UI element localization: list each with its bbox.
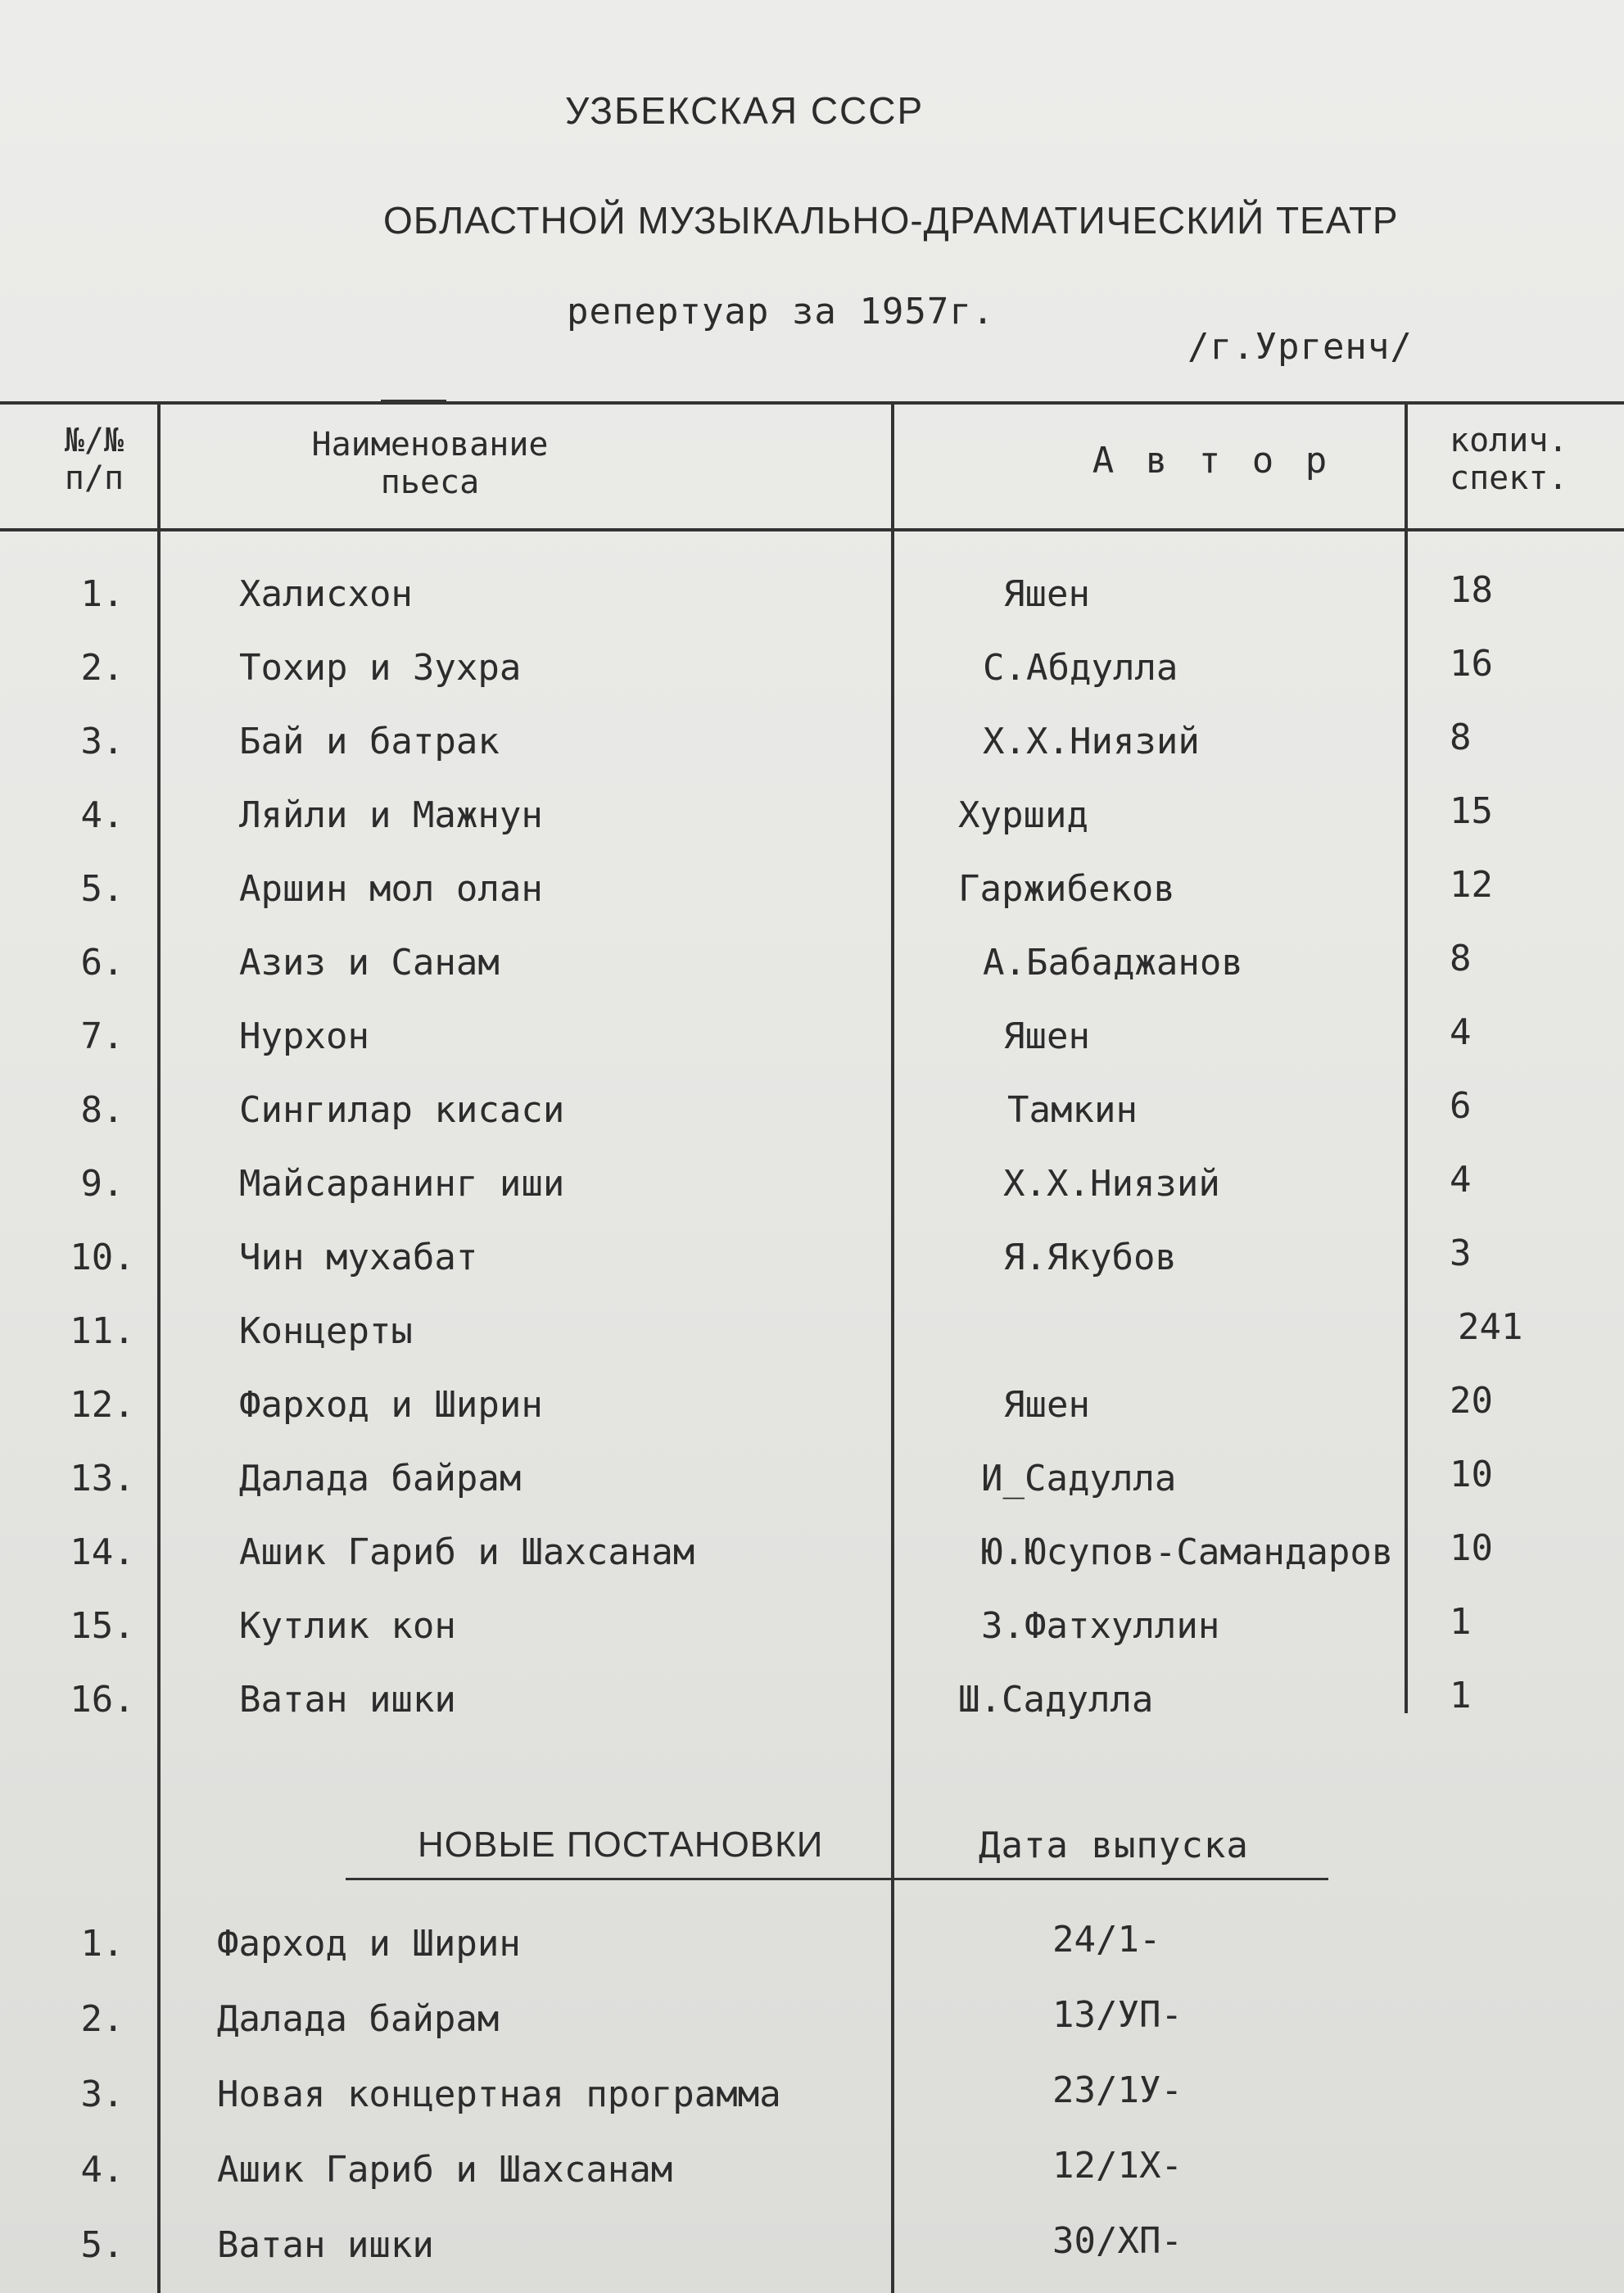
city-label: /г.Ургенч/ xyxy=(1187,326,1413,368)
row-count: 10 xyxy=(1450,1454,1493,1495)
row-play: Ляйли и Мажнун xyxy=(239,794,543,836)
header-underline-short xyxy=(381,400,446,404)
row-number: 6. xyxy=(80,942,124,984)
theatre-title: ОБЛАСТНОЙ МУЗЫКАЛЬНО-ДРАМАТИЧЕСКИЙ ТЕАТР xyxy=(383,199,1399,242)
row-play: Нурхон xyxy=(239,1015,369,1057)
new-row-play: Ватан ишки xyxy=(217,2224,434,2266)
column-header-number-text: №/№ п/п xyxy=(64,422,124,497)
table-top-rule xyxy=(0,401,1624,405)
row-author: Яшен xyxy=(1003,573,1090,615)
row-number: 16. xyxy=(70,1679,135,1721)
header-bottom-rule xyxy=(0,528,1624,531)
row-count: 15 xyxy=(1450,790,1493,832)
row-author: И_Садулла xyxy=(981,1458,1177,1499)
row-author: Яшен xyxy=(1003,1384,1090,1426)
row-author: Ю.Юсупов-Самандаров xyxy=(981,1531,1394,1573)
repertoire-title: репертуар за 1957г. xyxy=(567,291,995,332)
row-count: 241 xyxy=(1458,1306,1523,1348)
column-header-play xyxy=(246,426,614,501)
row-play: Ватан ишки xyxy=(239,1679,456,1721)
new-productions-heading: НОВЫЕ ПОСТАНОВКИ xyxy=(418,1825,824,1865)
new-productions-rule xyxy=(346,1878,1328,1880)
row-number: 3. xyxy=(80,721,124,762)
row-count: 12 xyxy=(1450,864,1493,906)
row-author: Я.Якубов xyxy=(1003,1237,1177,1278)
column-header-author xyxy=(1016,442,1409,480)
column-divider-3 xyxy=(1405,403,1408,1713)
row-count: 8 xyxy=(1450,938,1472,979)
row-number: 5. xyxy=(80,868,124,910)
new-row-play: Новая концертная программа xyxy=(217,2074,781,2115)
new-row-number: 5. xyxy=(80,2224,124,2266)
release-date-heading: Дата выпуска xyxy=(979,1825,1249,1866)
new-row-date: 13/УП- xyxy=(1052,1994,1183,2036)
row-author: Тамкин xyxy=(1007,1089,1138,1131)
row-play: Кутлик кон xyxy=(239,1605,456,1647)
row-count: 4 xyxy=(1450,1159,1472,1201)
column-divider-2 xyxy=(891,403,894,2293)
column-header-author-text: А в т о р xyxy=(1092,440,1332,482)
row-play: Майсаранинг иши xyxy=(239,1163,565,1205)
row-play: Фарход и Ширин xyxy=(239,1384,543,1426)
row-play: Сингилар кисаси xyxy=(239,1089,565,1131)
row-number: 7. xyxy=(80,1015,124,1057)
row-number: 1. xyxy=(80,573,124,615)
row-number: 8. xyxy=(80,1089,124,1131)
row-number: 9. xyxy=(80,1163,124,1205)
column-header-count xyxy=(1450,422,1622,497)
row-author: Ш.Садулла xyxy=(958,1679,1154,1721)
row-play: Чин мухабат xyxy=(239,1237,478,1278)
new-row-date: 12/1Х- xyxy=(1052,2145,1183,2187)
row-number: 2. xyxy=(80,647,124,689)
new-row-date: 24/1- xyxy=(1052,1919,1161,1961)
row-count: 1 xyxy=(1450,1675,1472,1716)
row-count: 8 xyxy=(1450,717,1472,758)
row-author: Яшен xyxy=(1003,1015,1090,1057)
column-header-count-text: колич. спект. xyxy=(1450,422,1568,497)
new-row-play: Далада байрам xyxy=(217,1998,500,2040)
column-header-number xyxy=(33,422,156,497)
row-number: 13. xyxy=(70,1458,135,1499)
row-number: 11. xyxy=(70,1310,135,1352)
row-count: 6 xyxy=(1450,1085,1472,1127)
row-number: 14. xyxy=(70,1531,135,1573)
row-number: 4. xyxy=(80,794,124,836)
new-row-number: 2. xyxy=(80,1998,124,2040)
row-author: З.Фатхуллин xyxy=(981,1605,1220,1647)
new-row-number: 1. xyxy=(80,1923,124,1965)
row-play: Бай и батрак xyxy=(239,721,500,762)
new-row-play: Ашик Гариб и Шахсанам xyxy=(217,2149,673,2191)
row-author: Х.Х.Ниязий xyxy=(1003,1163,1220,1205)
republic-title: УЗБЕКСКАЯ СССР xyxy=(565,89,925,132)
row-count: 16 xyxy=(1450,643,1493,685)
row-play: Аршин мол олан xyxy=(239,868,543,910)
row-play: Халисхон xyxy=(239,573,413,615)
row-author: Хуршид xyxy=(958,794,1088,836)
row-author: Гаржибеков xyxy=(958,868,1175,910)
row-count: 18 xyxy=(1450,569,1493,611)
row-number: 10. xyxy=(70,1237,135,1278)
row-play: Ашик Гариб и Шахсанам xyxy=(239,1531,695,1573)
row-author: Х.Х.Ниязий xyxy=(983,721,1200,762)
row-play: Азиз и Санам xyxy=(239,942,500,984)
row-count: 20 xyxy=(1450,1380,1493,1422)
new-row-date: 30/ХП- xyxy=(1052,2220,1183,2262)
row-number: 15. xyxy=(70,1605,135,1647)
row-play: Тохир и Зухра xyxy=(239,647,522,689)
new-row-play: Фарход и Ширин xyxy=(217,1923,521,1965)
new-row-date: 23/1У- xyxy=(1052,2069,1183,2111)
row-count: 4 xyxy=(1450,1011,1472,1053)
new-row-number: 3. xyxy=(80,2074,124,2115)
row-author: С.Абдулла xyxy=(983,647,1178,689)
row-play: Далада байрам xyxy=(239,1458,522,1499)
column-header-play-text: Наименование пьеса xyxy=(311,426,549,501)
column-divider-1 xyxy=(157,403,161,2293)
row-count: 1 xyxy=(1450,1601,1472,1643)
row-number: 12. xyxy=(70,1384,135,1426)
row-author: А.Бабаджанов xyxy=(983,942,1243,984)
row-count: 3 xyxy=(1450,1232,1472,1274)
row-play: Концерты xyxy=(239,1310,413,1352)
row-count: 10 xyxy=(1450,1527,1493,1569)
new-row-number: 4. xyxy=(80,2149,124,2191)
